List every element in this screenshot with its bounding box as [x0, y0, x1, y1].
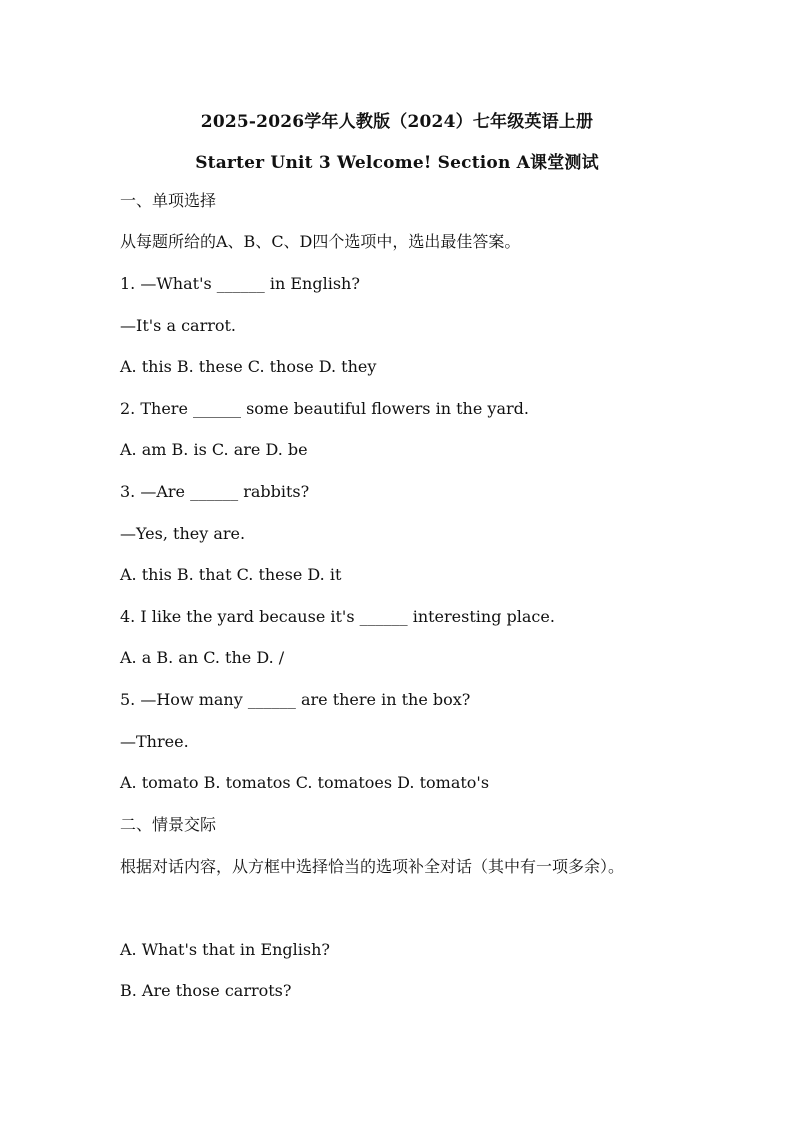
section2-option-b: B. Are those carrots?: [120, 981, 292, 1000]
question-2-options: A. am B. is C. are D. be: [120, 440, 308, 459]
document-title-line1: 2025-2026学年人教版（2024）七年级英语上册: [200, 112, 594, 132]
question-3-response: —Yes, they are.: [120, 524, 246, 543]
question-4-stem: 4. I like the yard because it's ______ interesting place.: [120, 607, 555, 626]
section2-heading: 二、情景交际: [120, 815, 217, 834]
question-3-stem: 3. —Are ______ rabbits?: [120, 482, 310, 501]
question-1-response: —It's a carrot.: [120, 316, 237, 335]
question-5-response: —Three.: [120, 732, 189, 751]
document-title-line2: Starter Unit 3 Welcome! Section A课堂测试: [195, 153, 599, 173]
question-1-stem: 1. —What's ______ in English?: [120, 274, 360, 293]
question-1-options: A. this B. these C. those D. they: [120, 357, 377, 376]
section2-instruction: 根据对话内容，从方框中选择恰当的选项补全对话（其中有一项多余）。: [120, 857, 625, 876]
section1-heading: 一、单项选择: [120, 191, 217, 210]
question-5-options: A. tomato B. tomatos C. tomatoes D. tomato's: [120, 773, 490, 792]
section1-instruction: 从每题所给的A、B、C、D四个选项中，选出最佳答案。: [120, 232, 521, 251]
question-5-stem: 5. —How many ______ are there in the box?: [120, 690, 471, 709]
question-2-stem: 2. There ______ some beautiful flowers in the yard.: [120, 399, 529, 418]
question-4-options: A. a B. an C. the D. /: [120, 648, 285, 667]
question-3-options: A. this B. that C. these D. it: [120, 565, 342, 584]
section2-option-a: A. What's that in English?: [120, 940, 330, 959]
